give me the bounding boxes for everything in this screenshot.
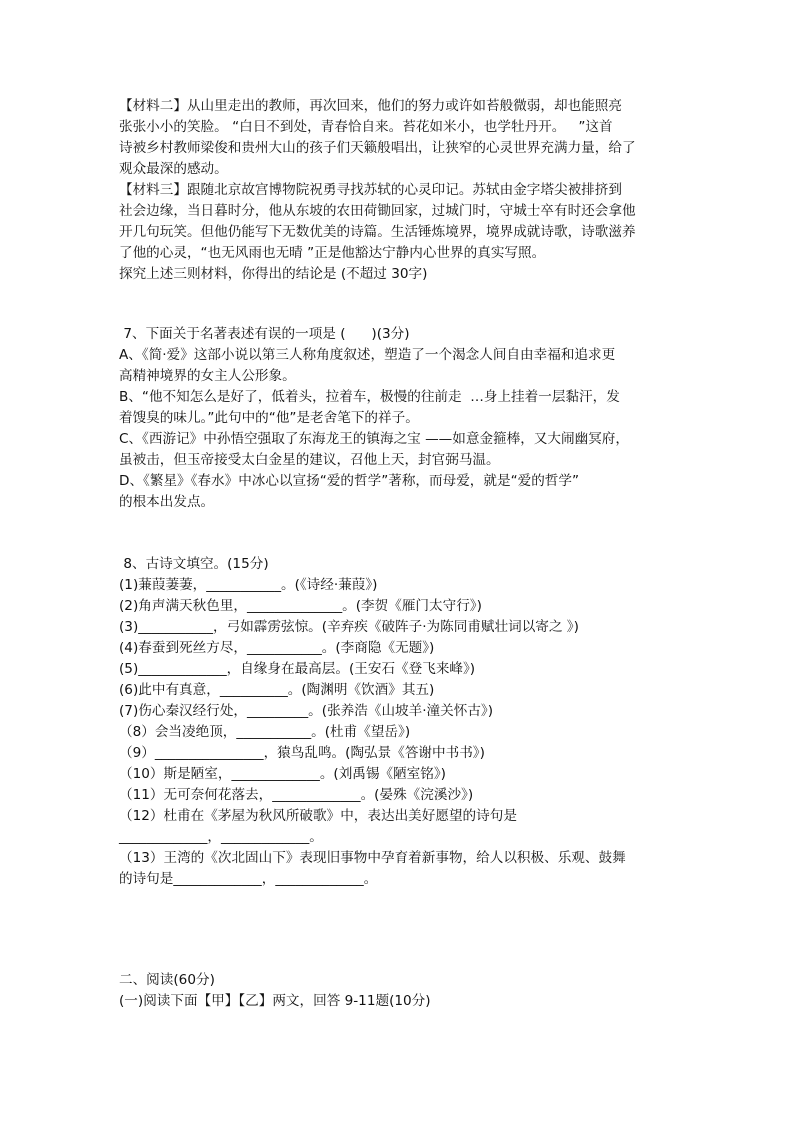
q8-item-10: （10）斯是陋室，_____________。(刘禹锡《陋室铭》) — [119, 766, 446, 782]
q7-option-c-cont: 虽被击，但玉帝接受太白金星的建议，召他上天，封官弼马温。 — [119, 452, 500, 468]
q8-item-11: （11）无可奈何花落去，_____________。(晏殊《浣溪沙》) — [119, 787, 474, 803]
q8-item-13: （13）王湾的《次北固山下》表现旧事物中孕育着新事物，给人以积极、乐观、鼓舞 — [119, 850, 626, 866]
q8-item-12-blanks: _____________，_____________。 — [119, 829, 323, 845]
section-instruction: (一)阅读下面【甲】【乙】两文，回答 9-11题(10分) — [119, 993, 431, 1009]
q7-option-d: D、《繁星》《春水》中冰心以宣扬“爱的哲学”著称，而母爱，就是“爱的哲学” — [119, 473, 580, 489]
q7-option-a-cont: 高精神境界的女主人公形象。 — [119, 368, 296, 384]
q7-title: 7、下面关于名著表述有误的一项是 ( )(3分) — [119, 326, 410, 342]
material3-line: 开几句玩笑。但他仍能写下无数优美的诗篇。生活锤炼境界，境界成就诗歌，诗歌滋养 — [119, 224, 636, 240]
q8-item-8: （8）会当凌绝顶，___________。(杜甫《望岳》) — [119, 724, 411, 740]
material2-line: 张张小小的笑脸。 “白日不到处，青春恰自来。苔花如米小，也学牡丹开。 ”这首 — [119, 119, 613, 135]
q8-item-5: (5)_____________，自缘身在最高层。(王安石《登飞来峰》) — [119, 661, 476, 677]
q8-title: 8、古诗文填空。(15分) — [119, 556, 269, 572]
q8-item-1: (1)蒹葭萋萋，___________。(《诗经·蒹葭》) — [119, 577, 378, 593]
q8-item-3: (3)___________，弓如霹雳弦惊。(辛弃疾《破阵子·为陈同甫赋壮词以寄之 》) — [119, 619, 579, 635]
q8-item-13-cont: 的诗句是_____________，_____________。 — [119, 871, 378, 887]
q7-option-b: B、“他不知怎么是好了，低着头，拉着车，极慢的往前走 …身上挂着一层黏汗，发 — [119, 389, 620, 405]
q7-option-c: C、《西游记》中孙悟空强取了东海龙王的镇海之宝 ——如意金箍棒，又大闹幽冥府， — [119, 431, 629, 447]
q8-item-4: (4)春蚕到死丝方尽，___________。(李商隐《无题》) — [119, 640, 435, 656]
q8-item-9: （9）________________，猿鸟乱鸣。(陶弘景《答谢中书书》) — [119, 745, 485, 761]
q8-item-6: (6)此中有真意，__________。(陶渊明《饮酒》其五) — [119, 682, 435, 698]
q7-option-d-cont: 的根本出发点。 — [119, 494, 215, 510]
material3-question: 探究上述三则材料，你得出的结论是 (不超过 30字) — [119, 266, 428, 282]
q8-item-12: （12）杜甫在《茅屋为秋风所破歌》中，表达出美好愿望的诗句是 — [119, 808, 517, 824]
material3-line: 社会边缘，当日暮时分，他从东坡的农田荷锄回家，过城门时，守城士卒有时还会拿他 — [119, 203, 636, 219]
section-heading: 二、阅读(60分) — [119, 972, 215, 988]
q7-option-a: A、《简·爱》这部小说以第三人称角度叙述，塑造了一个渴念人间自由幸福和追求更 — [119, 347, 616, 363]
material3-line: 了他的心灵，“也无风雨也无晴 ”正是他豁达宁静内心世界的真实写照。 — [119, 245, 546, 261]
material2-line: 【材料二】从山里走出的教师，再次回来，他们的努力或许如苔般微弱，却也能照亮 — [119, 98, 622, 114]
material3-line: 【材料三】跟随北京故宫博物院祝勇寻找苏轼的心灵印记。苏轼由金字塔尖被排挤到 — [119, 182, 622, 198]
material2-line: 诗被乡村教师梁俊和贵州大山的孩子们天籁般唱出，让狭窄的心灵世界充满力量，给了 — [119, 140, 636, 156]
material2-line: 观众最深的感动。 — [119, 161, 228, 177]
q7-option-b-cont: 着馊臭的味儿。”此句中的“他”是老舍笔下的祥子。 — [119, 410, 419, 426]
q8-item-2: (2)角声满天秋色里，______________。(李贺《雁门太守行》) — [119, 598, 482, 614]
q8-item-7: (7)伤心秦汉经行处，_________。(张养浩《山坡羊·潼关怀古》) — [119, 703, 494, 719]
